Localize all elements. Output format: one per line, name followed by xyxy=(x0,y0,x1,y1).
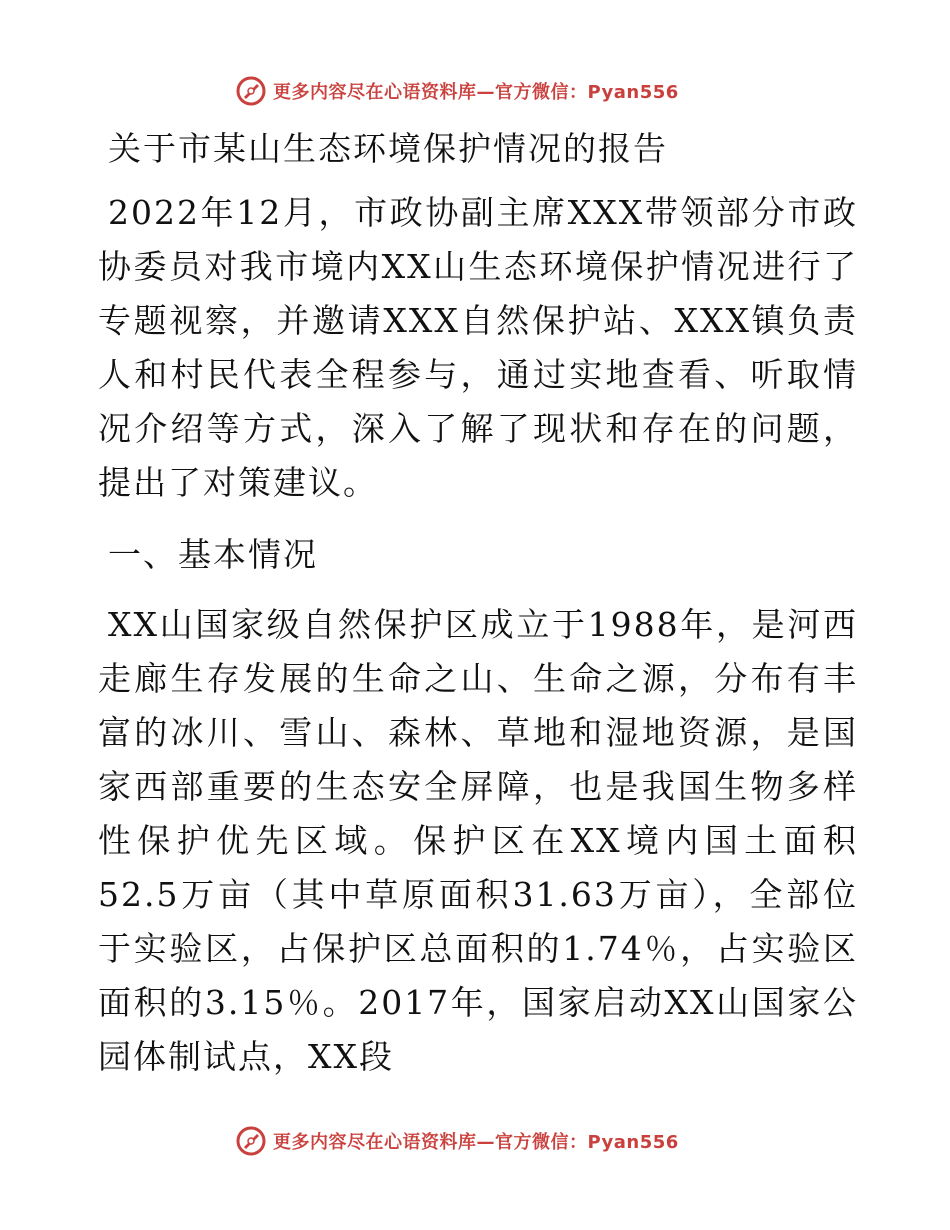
watermark-text: 更多内容尽在心语资料库—官方微信：Pyan556 xyxy=(273,82,679,103)
library-logo-icon xyxy=(235,75,267,107)
section-heading-basic-situation: 一、基本情况 xyxy=(108,535,318,574)
document-body xyxy=(98,122,858,1084)
intro-paragraph: 2022年12月，市政协副主席XXX带领部分市政协委员对我市境内XX山生态环境保护情况进行了专题视察，并邀请XXX自然保护站、XXX镇负责人和村民代表全程参与，通过实地查看、听取情况介绍等方式，深入了解了现状和存在的问题，提出了对策建议。 xyxy=(98,193,858,502)
section-body-basic-situation: XX山国家级自然保护区成立于1988年，是河西走廊生存发展的生命之山、生命之源，分布有丰富的冰川、雪山、森林、草地和湿地资源，是国家西部重要的生态安全屏障，也是我国生物多样性保护优先区域。保护区在XX境内国土面积52.5万亩（其中草原面积31.63万亩），全部位于实验区，占保护区总面积的1.74％，占实验区面积的3.15％。2017年，国家启动XX山国家公园体制试点，XX段 xyxy=(98,605,858,1076)
watermark-header xyxy=(235,74,679,108)
watermark-footer xyxy=(235,1124,679,1158)
watermark-text: 更多内容尽在心语资料库—官方微信：Pyan556 xyxy=(273,1132,679,1153)
document-title: 关于市某山生态环境保护情况的报告 xyxy=(108,129,668,168)
library-logo-icon xyxy=(235,1125,267,1157)
